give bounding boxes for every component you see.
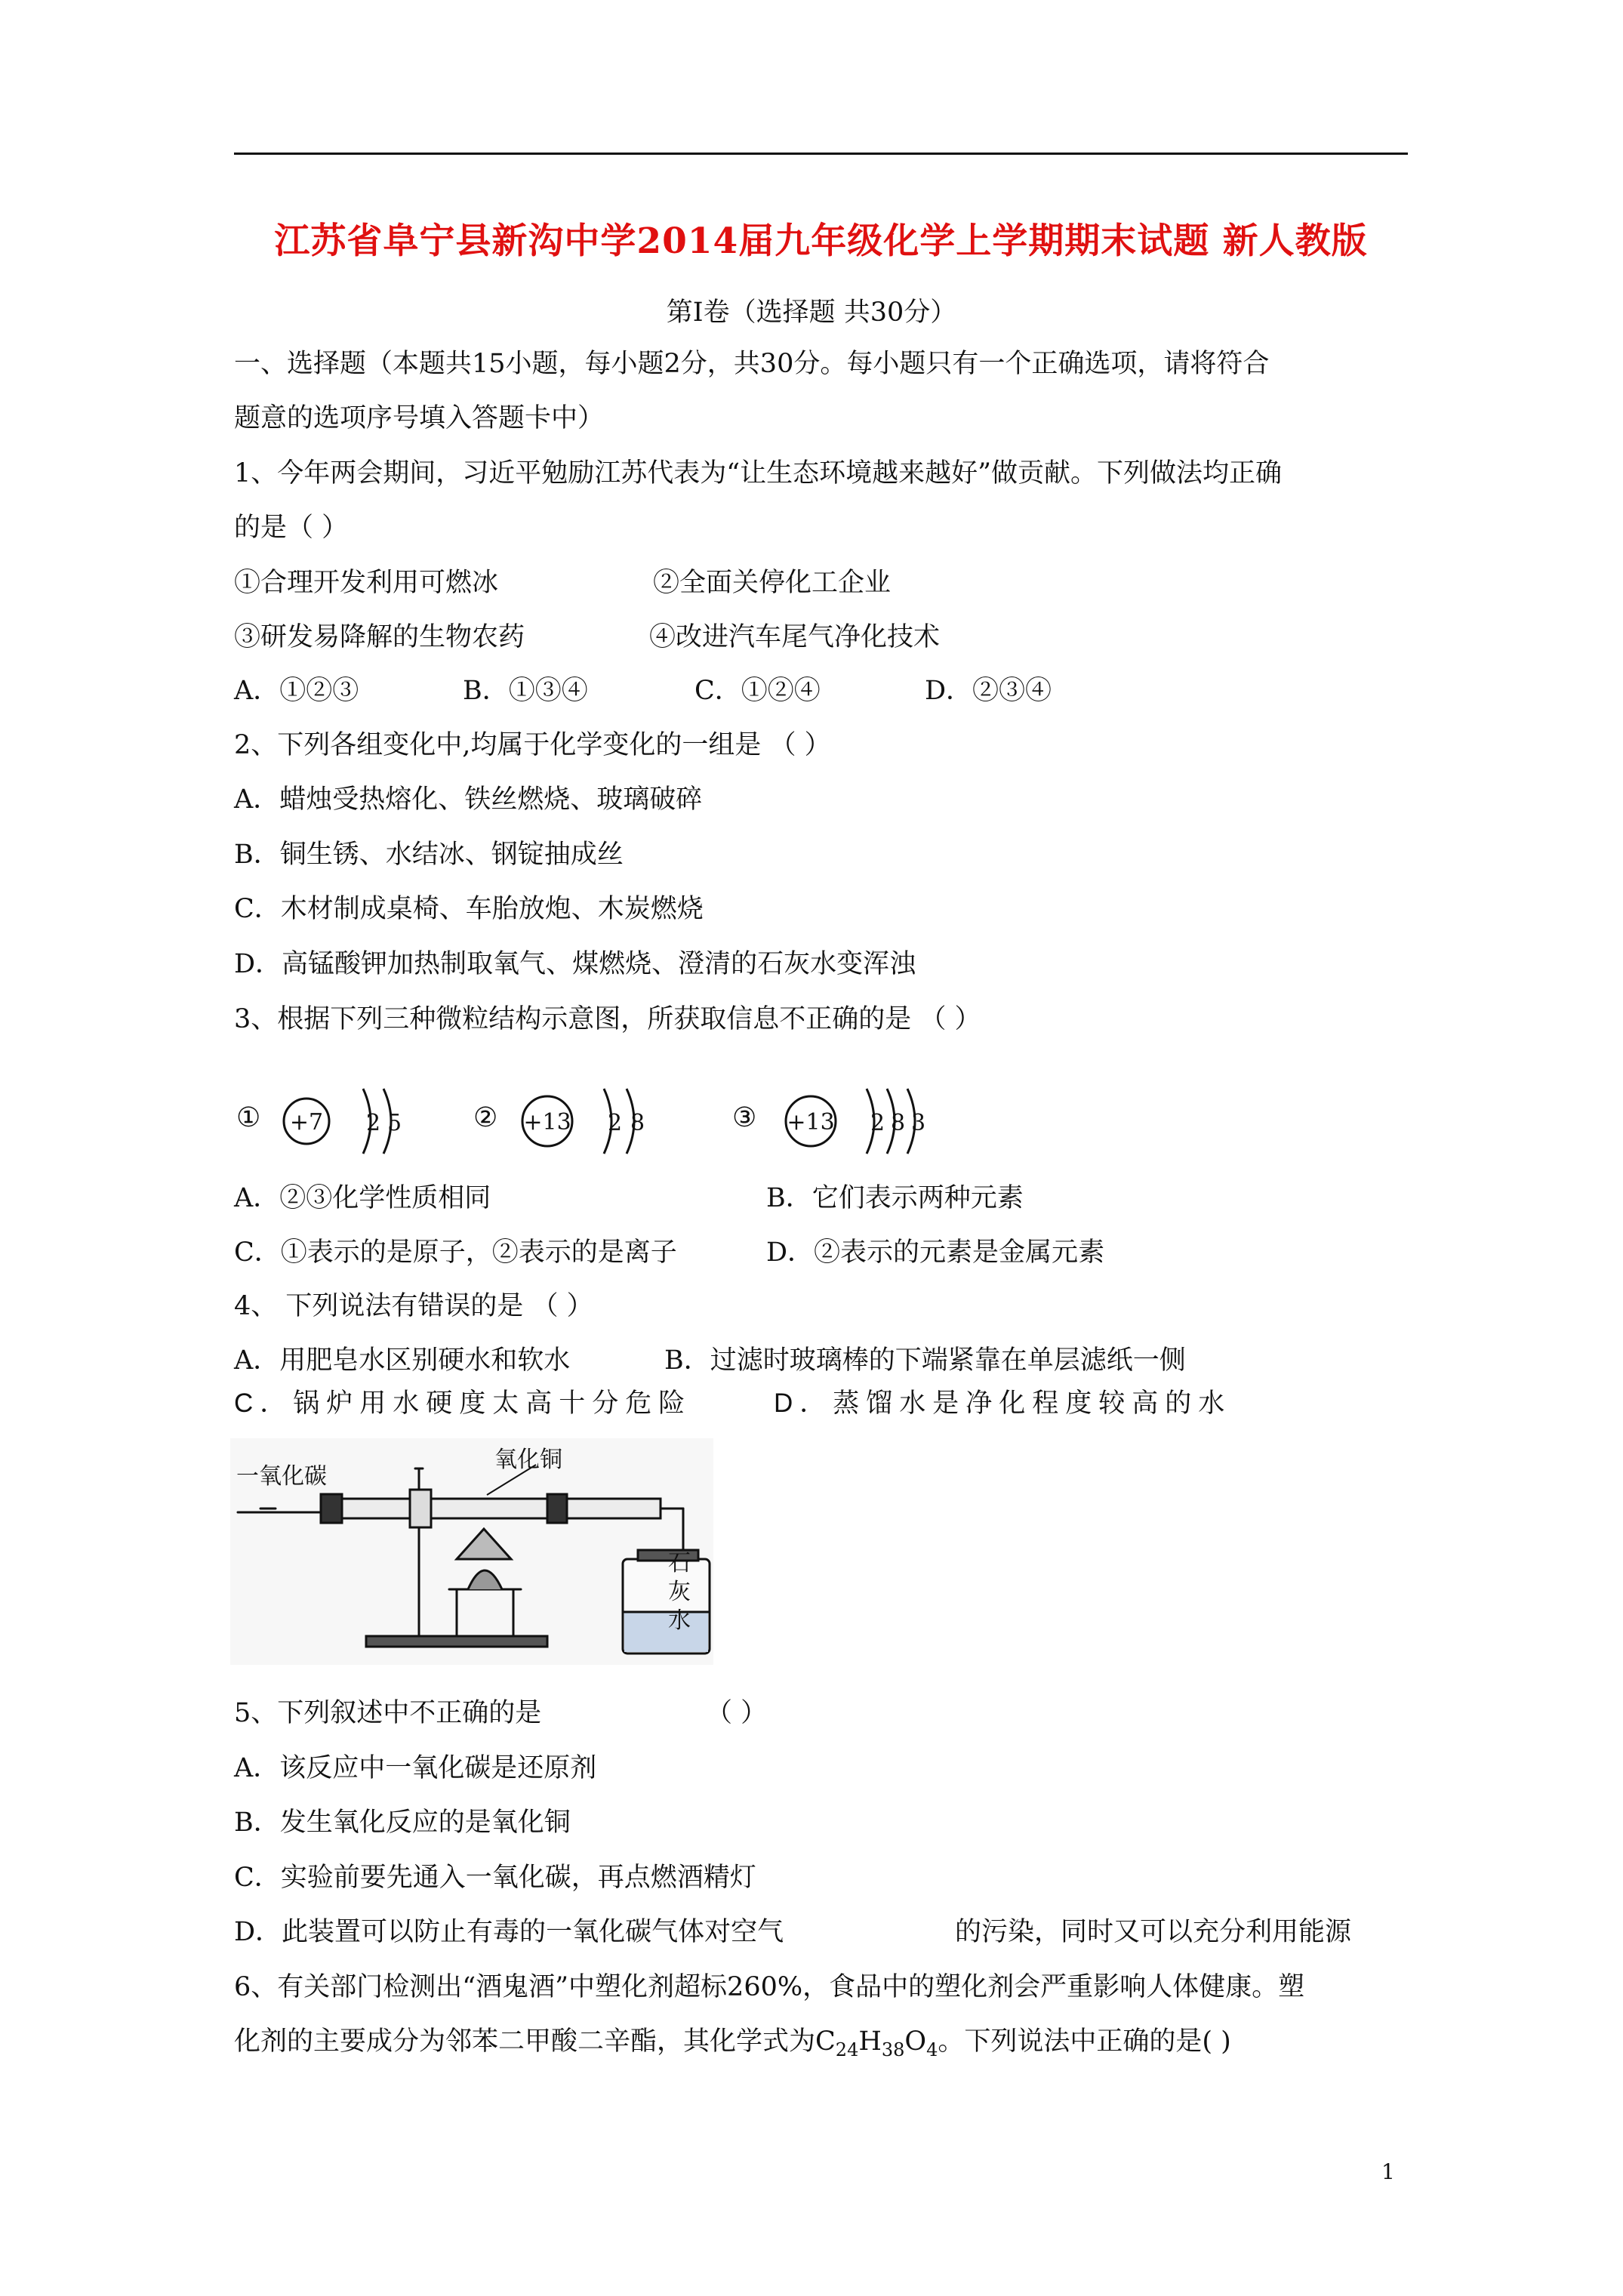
q6-stem-line-2: [234, 2025, 1231, 2060]
instructions-line-1: 一、选择题（本题共15小题，每小题2分，共30分。每小题只有一个正确选项，请将符合: [234, 349, 1270, 379]
diagram-2-nucleus: +13: [523, 1109, 571, 1136]
q4-stem: 4、 下列说法有错误的是 （ ）: [234, 1291, 593, 1321]
q4-option-a: A．用肥皂水区别硬水和软水: [234, 1345, 571, 1376]
header-rule: [234, 153, 1408, 155]
q1-option-a: A．①②③: [234, 676, 359, 706]
q1-item-2: ②全面关停化工企业: [653, 568, 892, 598]
q4-option-c: C．锅炉用水硬度太高十分危险: [234, 1388, 692, 1418]
diagram-1-shell-1: 2: [366, 1110, 381, 1136]
q5-stem: 5、下列叙述中不正确的是: [234, 1698, 542, 1728]
diagram-1-nucleus: +7: [289, 1109, 324, 1136]
q1-item-3: ③研发易降解的生物农药: [234, 622, 525, 652]
formula-sub-h: 38: [881, 2039, 905, 2060]
q1-option-b: B．①③④: [463, 676, 588, 706]
q2-option-b: B．铜生锈、水结冰、钢锭抽成丝: [234, 840, 624, 870]
q5-option-a: A．该反应中一氧化碳是还原剂: [234, 1753, 597, 1783]
q1-item-1: ①合理开发利用可燃冰: [234, 568, 499, 598]
q2-option-d: D．高锰酸钾加热制取氧气、煤燃烧、澄清的石灰水变浑浊: [234, 949, 916, 979]
diagram-3-shell-2: 8: [891, 1110, 906, 1136]
q6-stem-post: 。下列说法中正确的是( ): [938, 2026, 1231, 2057]
formula-o: O: [904, 2026, 927, 2057]
q5-option-d: D．此装置可以防止有毒的一氧化碳气体对空气: [234, 1917, 784, 1947]
q3-option-a: A．②③化学性质相同: [234, 1183, 491, 1213]
diagram-2-shell-2: 8: [630, 1110, 645, 1136]
q1-stem-line-1: 1、今年两会期间，习近平勉励江苏代表为“让生态环境越来越好”做贡献。下列做法均正确: [234, 458, 1283, 488]
q2-option-a: A．蜡烛受热熔化、铁丝燃烧、玻璃破碎: [234, 784, 703, 815]
diagram-2-shell-1: 2: [608, 1110, 623, 1136]
label-limewater-1: 石: [668, 1550, 691, 1576]
diagram-1-label: ①: [236, 1102, 261, 1133]
label-copper-oxide: 氧化铜: [494, 1447, 562, 1473]
co-reduction-apparatus: [230, 1438, 713, 1665]
page-number: 1: [1381, 2159, 1395, 2184]
q1-option-c: C．①②④: [694, 676, 821, 706]
q4-option-d: D．蒸馏水是净化程度较高的水: [774, 1388, 1232, 1418]
q5-option-c: C．实验前要先通入一氧化碳，再点燃酒精灯: [234, 1863, 756, 1893]
diagram-3-nucleus: +13: [787, 1109, 835, 1136]
q2-option-c: C．木材制成桌椅、车胎放炮、木炭燃烧: [234, 894, 704, 924]
q5-option-b: B．发生氧化反应的是氧化铜: [234, 1808, 571, 1838]
q3-stem: 3、根据下列三种微粒结构示意图，所获取信息不正确的是 （ ）: [234, 1004, 981, 1034]
q1-stem-line-2: 的是（ ）: [234, 513, 349, 543]
formula-sub-o: 4: [926, 2039, 938, 2060]
diagram-1-shell-2: 5: [387, 1110, 402, 1136]
document-title: 江苏省阜宁县新沟中学2014届九年级化学上学期期末试题 新人教版: [274, 220, 1368, 262]
formula-h: H: [858, 2026, 882, 2057]
section-title: 第Ⅰ卷（选择题 共30分）: [666, 297, 957, 328]
q4-option-b: B．过滤时玻璃棒的下端紧靠在单层滤纸一侧: [664, 1345, 1186, 1376]
q3-option-d: D．②表示的元素是金属元素: [766, 1237, 1105, 1268]
label-carbon-monoxide: 一氧化碳: [236, 1463, 327, 1490]
q5-blank: （ ）: [706, 1698, 768, 1728]
formula-sub-c: 24: [835, 2039, 859, 2060]
q2-stem: 2、下列各组变化中,均属于化学变化的一组是 （ ）: [234, 730, 831, 760]
diagram-3-shell-3: 3: [911, 1110, 926, 1136]
q6-stem-pre: 化剂的主要成分为邻苯二甲酸二辛酯，其化学式为C: [234, 2026, 836, 2057]
label-limewater-3: 水: [668, 1607, 691, 1634]
q5-option-d-tail: 的污染，同时又可以充分利用能源: [955, 1917, 1352, 1947]
diagram-3-label: ③: [732, 1102, 757, 1133]
q3-option-c: C．①表示的是原子，②表示的是离子: [234, 1237, 677, 1268]
q3-option-b: B．它们表示两种元素: [766, 1183, 1024, 1213]
diagram-2-label: ②: [473, 1102, 498, 1133]
q6-stem-line-1: 6、有关部门检测出“酒鬼酒”中塑化剂超标260%，食品中的塑化剂会严重影响人体健康。塑: [234, 1972, 1305, 2002]
instructions-line-2: 题意的选项序号填入答题卡中）: [234, 403, 605, 433]
q1-option-d: D．②③④: [925, 676, 1052, 706]
diagram-3-shell-1: 2: [870, 1110, 885, 1136]
atomic-structure-diagrams: [230, 1080, 970, 1163]
label-limewater-2: 灰: [668, 1579, 691, 1605]
q1-item-4: ④改进汽车尾气净化技术: [649, 622, 941, 652]
